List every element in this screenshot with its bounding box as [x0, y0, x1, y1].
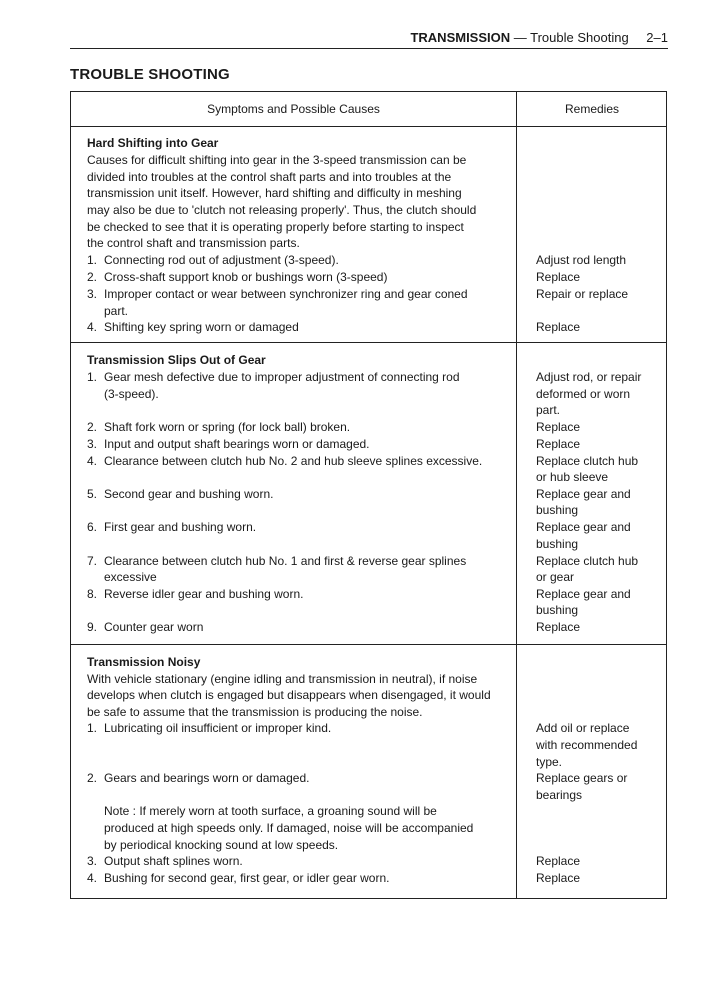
- remedy-text: Replace gears or: [536, 771, 628, 785]
- item-number: 9.: [87, 620, 98, 634]
- remedy-text: or hub sleeve: [536, 470, 609, 484]
- page-header: [70, 30, 668, 49]
- trouble-shooting-table: [70, 91, 667, 899]
- remedy-text: deformed or worn: [536, 387, 631, 401]
- remedy-text: Replace clutch hub: [536, 454, 639, 468]
- intro-line: With vehicle stationary (engine idling and transmission in neutral), if noise: [87, 672, 478, 686]
- note-text: by periodical knocking sound at low speeds.: [104, 838, 339, 852]
- remedy-text: bushing: [536, 503, 579, 517]
- remedy-text: Replace: [536, 854, 581, 868]
- item-number: 3.: [87, 287, 98, 301]
- col-header-remedies: Remedies: [564, 102, 620, 116]
- remedy-text: type.: [536, 755, 563, 769]
- intro-line: transmission unit itself. However, hard shifting and difficulty in meshing: [87, 186, 462, 200]
- cause-text: First gear and bushing worn.: [104, 520, 257, 534]
- intro-line: develops when clutch is engaged but disappears when disengaged, it would: [87, 688, 491, 702]
- item-number: 1.: [87, 253, 98, 267]
- remedy-text: or gear: [536, 570, 575, 584]
- page-title: TROUBLE SHOOTING: [70, 66, 230, 83]
- cause-text: (3-speed).: [104, 387, 159, 401]
- item-number: 3.: [87, 854, 98, 868]
- cause-text: Improper contact or wear between synchronizer ring and gear coned: [104, 287, 468, 301]
- section-heading: Transmission Noisy: [87, 655, 201, 669]
- cause-text: Gears and bearings worn or damaged.: [104, 771, 310, 785]
- item-number: 2.: [87, 270, 98, 284]
- header-subtitle: — Trouble Shooting: [513, 30, 629, 45]
- cause-text: Gear mesh defective due to improper adjustment of connecting rod: [104, 370, 460, 384]
- cause-text: Shaft fork worn or spring (for lock ball) broken.: [104, 420, 351, 434]
- remedy-text: Replace: [536, 420, 581, 434]
- page-number: 2–1: [646, 30, 668, 45]
- remedy-text: bushing: [536, 603, 579, 617]
- cause-text: Bushing for second gear, first gear, or idler gear worn.: [104, 871, 390, 885]
- cause-text: Cross-shaft support knob or bushings worn (3-speed): [104, 270, 388, 284]
- section-divider: [71, 644, 666, 645]
- item-number: 5.: [87, 487, 98, 501]
- cause-text: Connecting rod out of adjustment (3-speed).: [104, 253, 339, 267]
- header-divider: [71, 126, 666, 127]
- cause-text: Reverse idler gear and bushing worn.: [104, 587, 304, 601]
- col-header-symptoms: Symptoms and Possible Causes: [207, 102, 380, 116]
- intro-line: be safe to assume that the transmission is producing the noise.: [87, 705, 423, 719]
- intro-line: Causes for difficult shifting into gear in the 3-speed transmission can be: [87, 153, 467, 167]
- intro-line: be checked to see that it is operating properly before starting to inspect: [87, 220, 464, 234]
- remedy-text: Replace: [536, 270, 581, 284]
- cause-text: excessive: [104, 570, 157, 584]
- section-heading: Hard Shifting into Gear: [87, 136, 219, 150]
- item-number: 4.: [87, 871, 98, 885]
- remedy-text: part.: [536, 403, 561, 417]
- cause-text: Output shaft splines worn.: [104, 854, 243, 868]
- remedy-text: Replace: [536, 871, 581, 885]
- intro-line: divided into troubles at the control shaft parts and into troubles at the: [87, 170, 452, 184]
- item-number: 2.: [87, 420, 98, 434]
- item-number: 4.: [87, 454, 98, 468]
- remedy-text: Replace gear and: [536, 587, 631, 601]
- intro-line: may also be due to 'clutch not releasing properly'. Thus, the clutch should: [87, 203, 477, 217]
- note-text: produced at high speeds only. If damaged, noise will be accompanied: [104, 821, 474, 835]
- remedy-text: Replace: [536, 320, 581, 334]
- remedy-text: bearings: [536, 788, 583, 802]
- section-divider: [71, 342, 666, 343]
- cause-text: Input and output shaft bearings worn or damaged.: [104, 437, 370, 451]
- cause-text: part.: [104, 304, 129, 318]
- note-text: Note : If merely worn at tooth surface, a groaning sound will be: [104, 804, 437, 818]
- item-number: 7.: [87, 554, 98, 568]
- remedy-text: Replace: [536, 437, 581, 451]
- cause-text: Lubricating oil insufficient or improper kind.: [104, 721, 332, 735]
- item-number: 4.: [87, 320, 98, 334]
- cause-text: Shifting key spring worn or damaged: [104, 320, 299, 334]
- remedy-text: Replace gear and: [536, 487, 631, 501]
- cause-text: Clearance between clutch hub No. 1 and first & reverse gear splines: [104, 554, 467, 568]
- remedy-text: Repair or replace: [536, 287, 629, 301]
- item-number: 8.: [87, 587, 98, 601]
- item-number: 1.: [87, 721, 98, 735]
- column-divider: [516, 92, 517, 898]
- remedy-text: Replace gear and: [536, 520, 631, 534]
- section-heading: Transmission Slips Out of Gear: [87, 353, 266, 367]
- remedy-text: Adjust rod, or repair: [536, 370, 642, 384]
- item-number: 2.: [87, 771, 98, 785]
- remedy-text: Replace clutch hub: [536, 554, 639, 568]
- intro-line: the control shaft and transmission parts.: [87, 236, 300, 250]
- remedy-text: Add oil or replace: [536, 721, 630, 735]
- remedy-text: Replace: [536, 620, 581, 634]
- item-number: 3.: [87, 437, 98, 451]
- remedy-text: with recommended: [536, 738, 638, 752]
- cause-text: Clearance between clutch hub No. 2 and hub sleeve splines excessive.: [104, 454, 483, 468]
- cause-text: Second gear and bushing worn.: [104, 487, 274, 501]
- cause-text: Counter gear worn: [104, 620, 204, 634]
- remedy-text: Adjust rod length: [536, 253, 627, 267]
- item-number: 1.: [87, 370, 98, 384]
- item-number: 6.: [87, 520, 98, 534]
- header-section: TRANSMISSION: [410, 30, 511, 45]
- remedy-text: bushing: [536, 537, 579, 551]
